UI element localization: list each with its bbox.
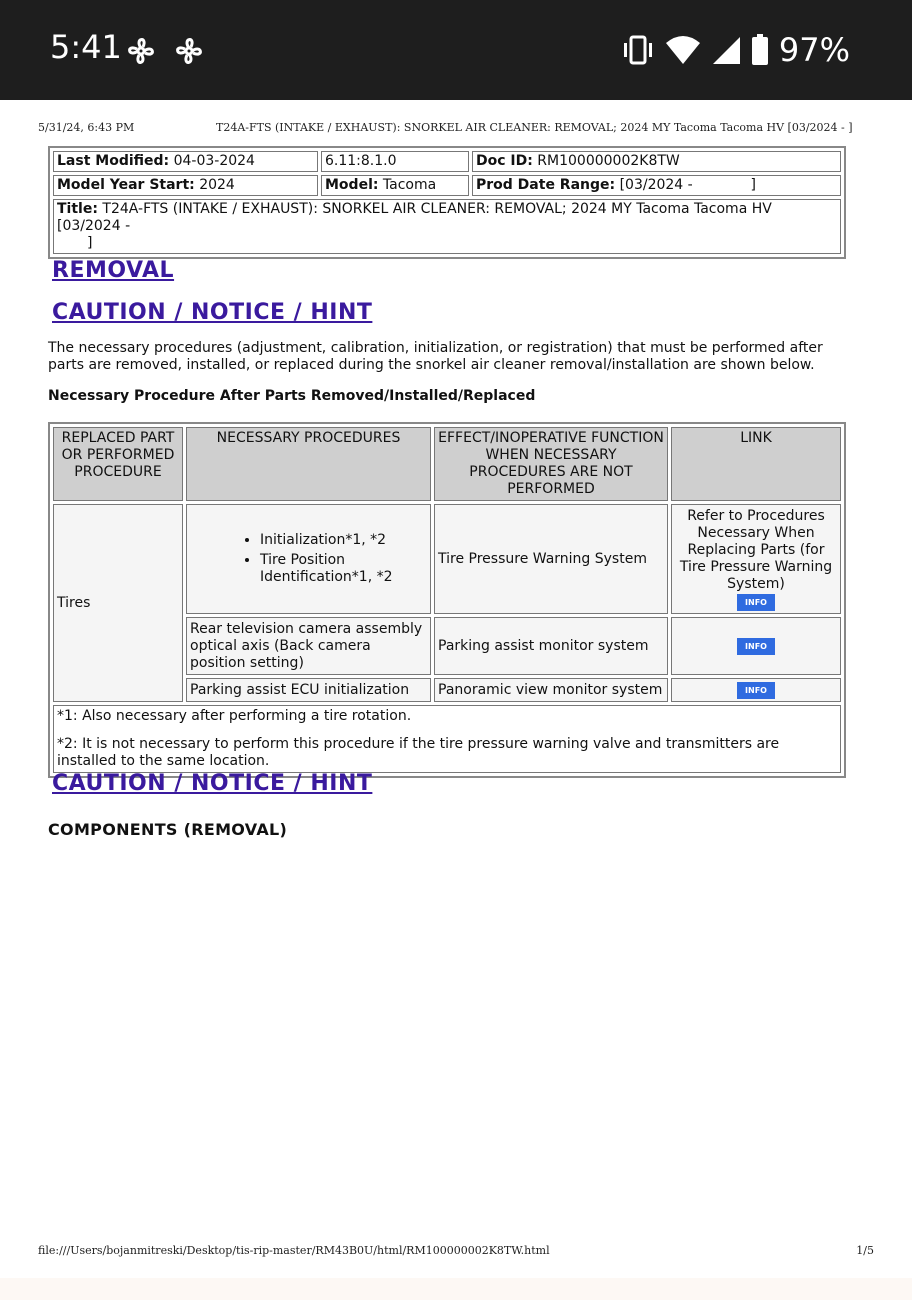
version-cell: 6.11:8.1.0 bbox=[321, 151, 469, 172]
part-cell: Tires bbox=[53, 504, 183, 702]
signal-icon bbox=[711, 35, 741, 65]
procedure-table bbox=[48, 422, 846, 778]
battery-icon bbox=[751, 34, 769, 66]
info-button[interactable]: INFO bbox=[737, 638, 775, 655]
info-button[interactable]: INFO bbox=[737, 682, 775, 699]
notes-cell bbox=[53, 705, 841, 773]
components-heading: COMPONENTS (REMOVAL) bbox=[48, 820, 288, 839]
caution-heading-link[interactable]: CAUTION / NOTICE / HINT bbox=[52, 300, 373, 325]
vibrate-icon bbox=[621, 35, 655, 65]
battery-percent: 97% bbox=[778, 31, 850, 69]
list-item: • Initialization*1, *2 bbox=[260, 532, 427, 549]
print-footer bbox=[38, 1244, 874, 1260]
effect-cell: Parking assist monitor system bbox=[434, 617, 668, 675]
link-cell bbox=[671, 678, 841, 702]
removal-heading-link[interactable]: REMOVAL bbox=[52, 258, 175, 283]
procedure-list bbox=[190, 532, 427, 586]
file-path: file:///Users/bojanmitreski/Desktop/tis-rip-master/RM43B0U/html/RM100000002K8TW.html bbox=[38, 1244, 550, 1257]
print-header bbox=[38, 121, 853, 137]
procedure-cell: Rear television camera assembly optical axis (Back camera position setting) bbox=[186, 617, 431, 675]
document-meta-table bbox=[48, 146, 846, 259]
status-bar bbox=[0, 0, 912, 100]
model-year-cell: Model Year Start: 2024 bbox=[53, 175, 318, 196]
note: *1: Also necessary after performing a tire rotation. bbox=[57, 708, 412, 724]
fan-icon bbox=[124, 34, 158, 68]
header-effect: EFFECT/INOPERATIVE FUNCTION WHEN NECESSARY PROCEDURES ARE NOT PERFORMED bbox=[434, 427, 668, 501]
table-title: Necessary Procedure After Parts Removed/Installed/Replaced bbox=[48, 388, 536, 404]
link-description: Refer to Procedures Necessary When Replacing Parts (for Tire Pressure Warning System) bbox=[679, 507, 833, 592]
print-title: T24A-FTS (INTAKE / EXHAUST): SNORKEL AIR CLEANER: REMOVAL; 2024 MY Tacoma Tacoma HV [03/2024 - ] bbox=[216, 121, 853, 134]
effect-cell: Tire Pressure Warning System bbox=[434, 504, 668, 614]
procedure-cell: Parking assist ECU initialization bbox=[186, 678, 431, 702]
list-item: • Tire Position Identification*1, *2 bbox=[260, 552, 427, 586]
info-button[interactable]: INFO bbox=[737, 594, 775, 611]
note: *2: It is not necessary to perform this procedure if the tire pressure warning valve and transmitters are installed to the same location. bbox=[57, 736, 780, 769]
title-cell: Title: T24A-FTS (INTAKE / EXHAUST): SNORKEL AIR CLEANER: REMOVAL; 2024 MY Tacoma Tacoma HV [03/2024 - ] bbox=[53, 199, 841, 254]
model-cell: Model: Tacoma bbox=[321, 175, 469, 196]
header-replaced-part: REPLACED PART OR PERFORMED PROCEDURE bbox=[53, 427, 183, 501]
notes-row bbox=[53, 705, 841, 773]
print-date: 5/31/24, 6:43 PM bbox=[38, 121, 135, 134]
caution-heading-link-2[interactable]: CAUTION / NOTICE / HINT bbox=[52, 771, 373, 796]
link-cell bbox=[671, 504, 841, 614]
fan-icon bbox=[172, 34, 206, 68]
intro-paragraph: The necessary procedures (adjustment, calibration, initialization, or registration) that must be performed after parts are removed, installed, or replaced during the snorkel air cleaner removal/installation are shown below. bbox=[48, 340, 823, 373]
link-cell bbox=[671, 617, 841, 675]
last-modified-cell: Last Modified: 04-03-2024 bbox=[53, 151, 318, 172]
clock: 5:41 bbox=[50, 28, 122, 66]
procedure-cell bbox=[186, 504, 431, 614]
doc-id-cell: Doc ID: RM100000002K8TW bbox=[472, 151, 841, 172]
page-number: 1/5 bbox=[856, 1244, 874, 1257]
header-link: LINK bbox=[671, 427, 841, 501]
header-necessary-procedures: NECESSARY PROCEDURES bbox=[186, 427, 431, 501]
bottom-band bbox=[0, 1278, 912, 1300]
prod-date-cell: Prod Date Range: [03/2024 - ] bbox=[472, 175, 841, 196]
effect-cell: Panoramic view monitor system bbox=[434, 678, 668, 702]
table-row bbox=[53, 504, 841, 614]
wifi-icon bbox=[665, 35, 701, 65]
